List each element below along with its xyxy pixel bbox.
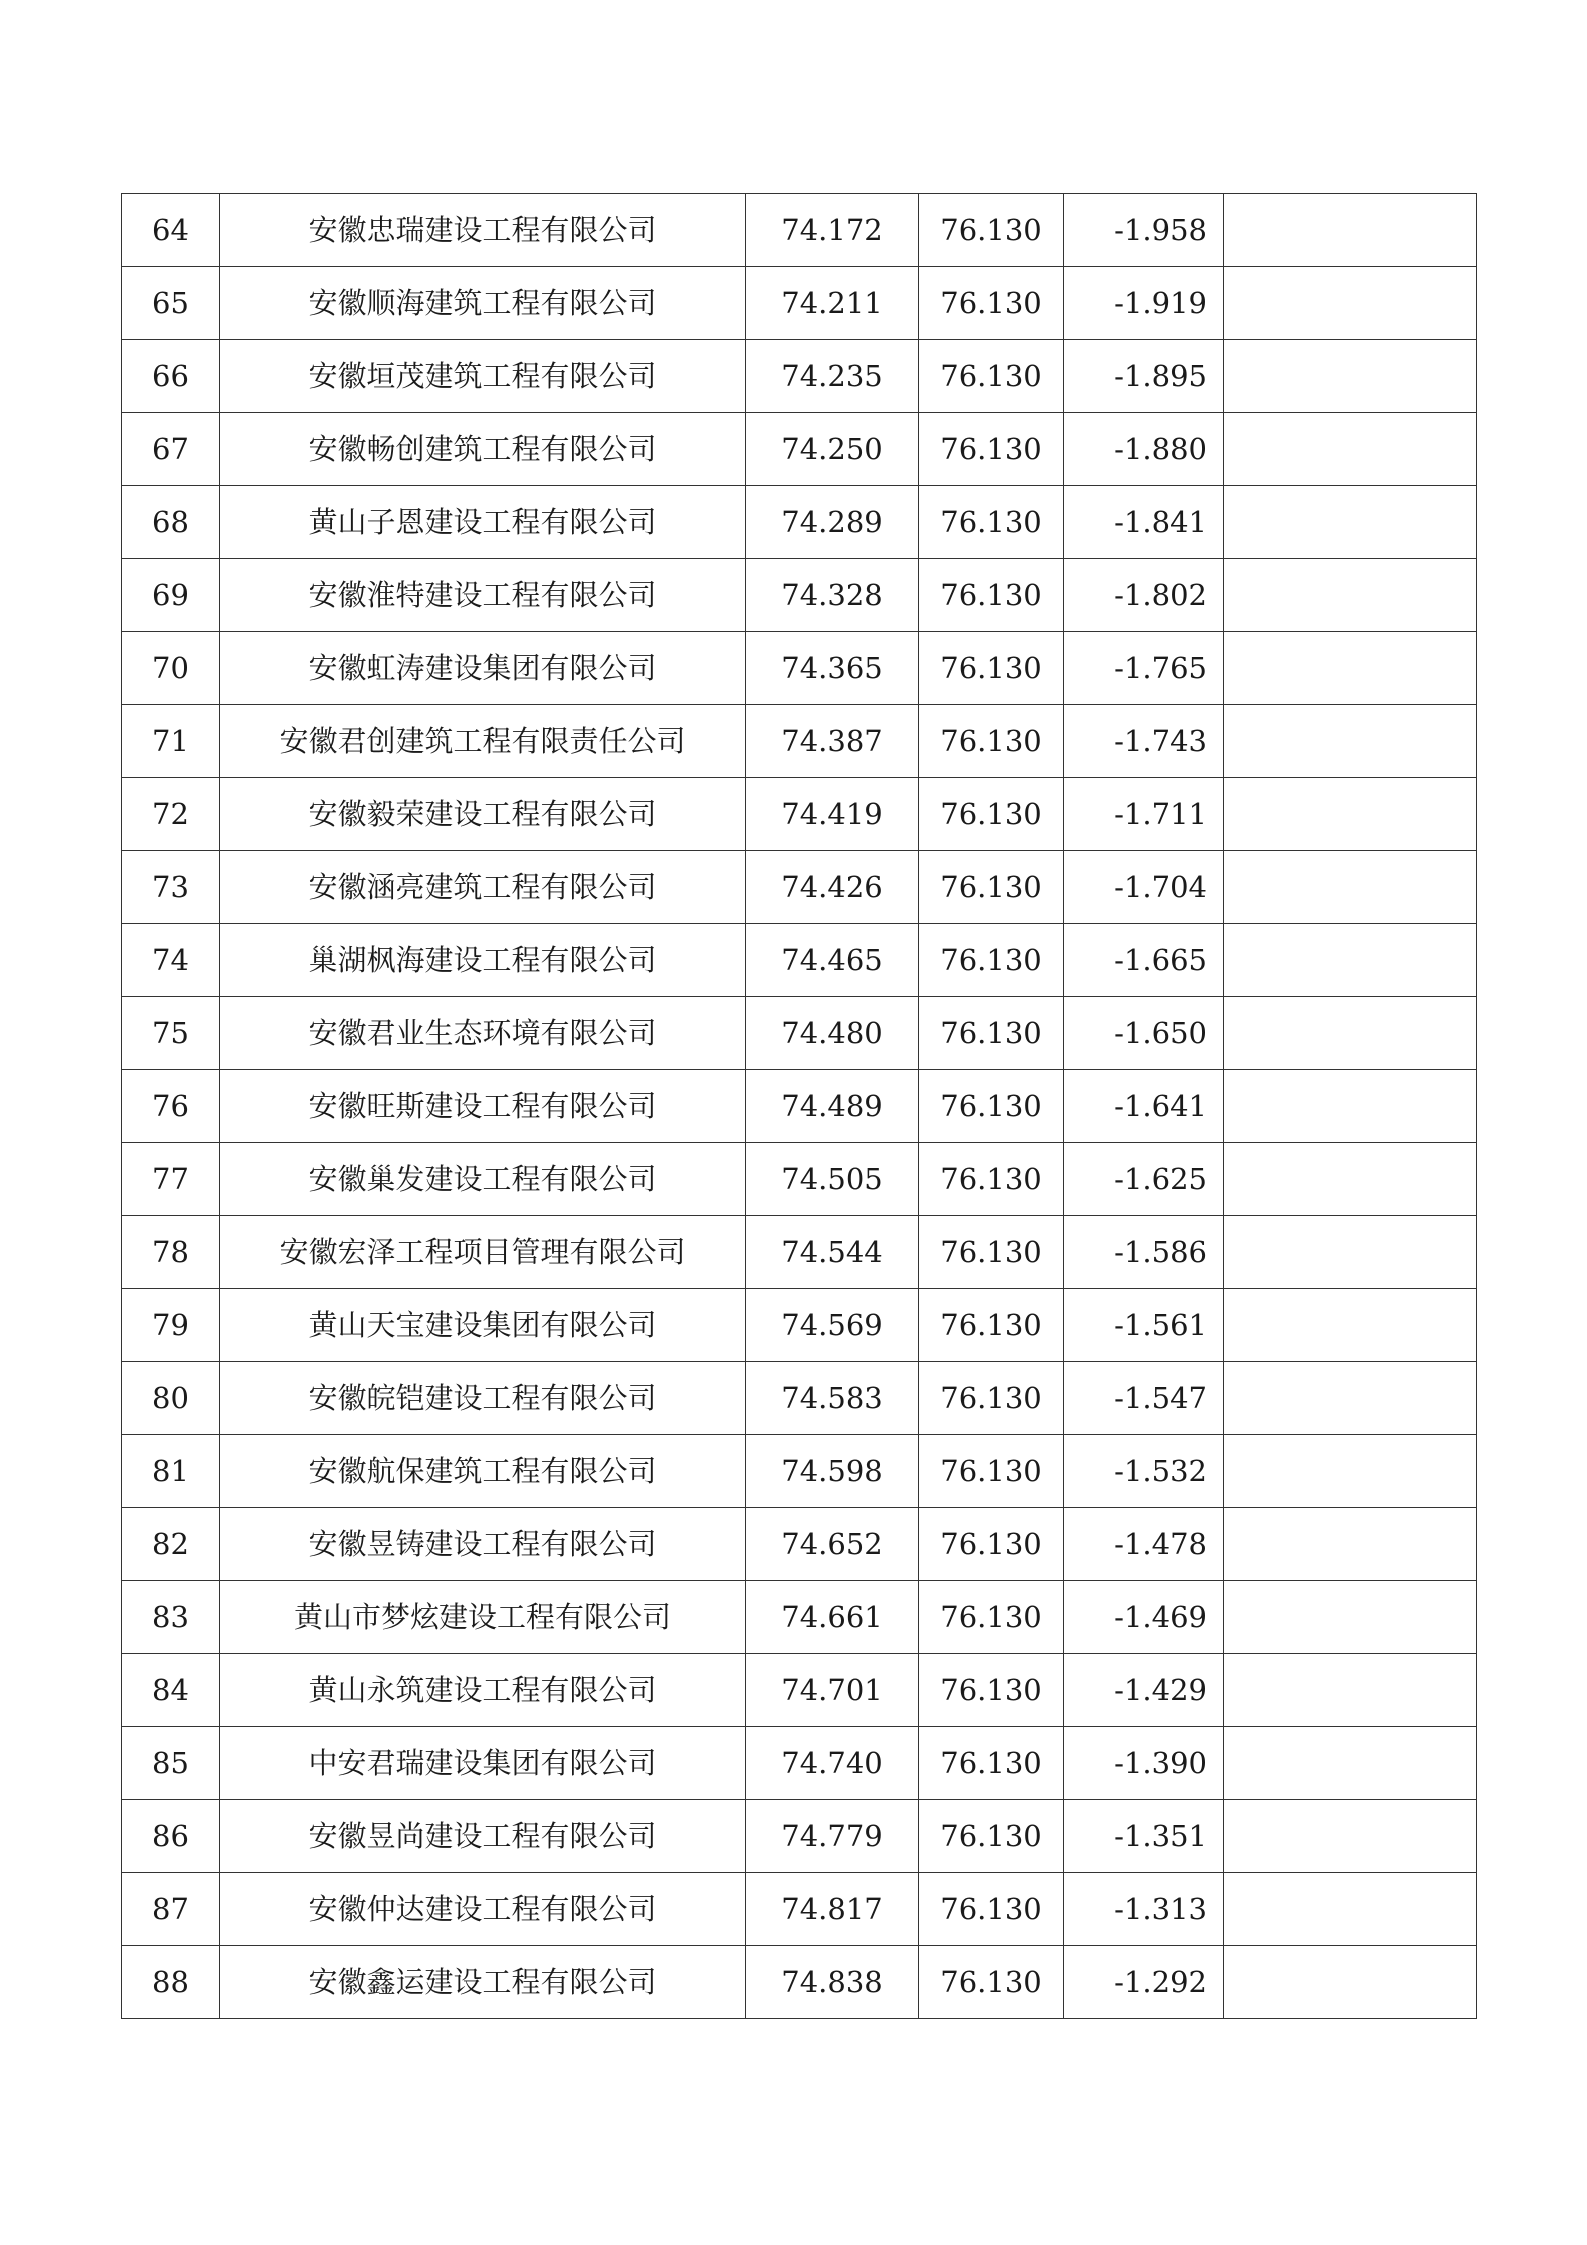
rank-cell: 78 [122,1216,220,1289]
table-row [122,1654,1477,1727]
table-row [122,1362,1477,1435]
table-row [122,705,1477,778]
benchmark-cell: 76.130 [919,559,1064,632]
score-cell: 74.419 [746,778,919,851]
company-name-cell: 安徽君业生态环境有限公司 [220,997,746,1070]
company-name-cell: 安徽君创建筑工程有限责任公司 [220,705,746,778]
benchmark-cell: 76.130 [919,1873,1064,1946]
note-cell [1224,1946,1477,2019]
note-cell [1224,1581,1477,1654]
note-cell [1224,559,1477,632]
company-name-cell: 安徽皖铠建设工程有限公司 [220,1362,746,1435]
benchmark-cell: 76.130 [919,1289,1064,1362]
score-cell: 74.583 [746,1362,919,1435]
difference-cell: -1.704 [1064,851,1224,924]
score-cell: 74.387 [746,705,919,778]
benchmark-cell: 76.130 [919,851,1064,924]
benchmark-cell: 76.130 [919,632,1064,705]
results-table-body [122,194,1477,2019]
company-name-cell: 黄山子恩建设工程有限公司 [220,486,746,559]
score-cell: 74.598 [746,1435,919,1508]
note-cell [1224,1727,1477,1800]
score-cell: 74.289 [746,486,919,559]
benchmark-cell: 76.130 [919,778,1064,851]
score-cell: 74.328 [746,559,919,632]
company-name-cell: 安徽涵亮建筑工程有限公司 [220,851,746,924]
table-row [122,1289,1477,1362]
company-name-cell: 安徽昱铸建设工程有限公司 [220,1508,746,1581]
benchmark-cell: 76.130 [919,194,1064,267]
score-cell: 74.569 [746,1289,919,1362]
rank-cell: 79 [122,1289,220,1362]
difference-cell: -1.390 [1064,1727,1224,1800]
benchmark-cell: 76.130 [919,1946,1064,2019]
rank-cell: 81 [122,1435,220,1508]
benchmark-cell: 76.130 [919,413,1064,486]
table-row [122,267,1477,340]
company-name-cell: 安徽垣茂建筑工程有限公司 [220,340,746,413]
benchmark-cell: 76.130 [919,1362,1064,1435]
difference-cell: -1.478 [1064,1508,1224,1581]
difference-cell: -1.586 [1064,1216,1224,1289]
difference-cell: -1.641 [1064,1070,1224,1143]
company-name-cell: 安徽畅创建筑工程有限公司 [220,413,746,486]
table-row [122,413,1477,486]
note-cell [1224,194,1477,267]
table-row [122,1873,1477,1946]
score-cell: 74.465 [746,924,919,997]
company-name-cell: 巢湖枫海建设工程有限公司 [220,924,746,997]
difference-cell: -1.665 [1064,924,1224,997]
company-name-cell: 安徽宏泽工程项目管理有限公司 [220,1216,746,1289]
note-cell [1224,778,1477,851]
rank-cell: 73 [122,851,220,924]
score-cell: 74.480 [746,997,919,1070]
difference-cell: -1.765 [1064,632,1224,705]
note-cell [1224,1800,1477,1873]
rank-cell: 76 [122,1070,220,1143]
rank-cell: 80 [122,1362,220,1435]
table-row [122,1581,1477,1654]
note-cell [1224,851,1477,924]
company-name-cell: 安徽鑫运建设工程有限公司 [220,1946,746,2019]
difference-cell: -1.547 [1064,1362,1224,1435]
score-cell: 74.779 [746,1800,919,1873]
note-cell [1224,1435,1477,1508]
table-row [122,1435,1477,1508]
company-name-cell: 安徽淮特建设工程有限公司 [220,559,746,632]
benchmark-cell: 76.130 [919,1143,1064,1216]
benchmark-cell: 76.130 [919,1216,1064,1289]
table-row [122,1508,1477,1581]
score-cell: 74.544 [746,1216,919,1289]
difference-cell: -1.351 [1064,1800,1224,1873]
table-row [122,1070,1477,1143]
difference-cell: -1.292 [1064,1946,1224,2019]
difference-cell: -1.743 [1064,705,1224,778]
table-row [122,997,1477,1070]
table-row [122,778,1477,851]
table-row [122,924,1477,997]
note-cell [1224,1873,1477,1946]
company-name-cell: 安徽巢发建设工程有限公司 [220,1143,746,1216]
note-cell [1224,340,1477,413]
score-cell: 74.701 [746,1654,919,1727]
score-cell: 74.817 [746,1873,919,1946]
score-cell: 74.740 [746,1727,919,1800]
difference-cell: -1.561 [1064,1289,1224,1362]
note-cell [1224,632,1477,705]
company-name-cell: 安徽旺斯建设工程有限公司 [220,1070,746,1143]
benchmark-cell: 76.130 [919,1070,1064,1143]
note-cell [1224,1362,1477,1435]
difference-cell: -1.429 [1064,1654,1224,1727]
benchmark-cell: 76.130 [919,1654,1064,1727]
note-cell [1224,997,1477,1070]
benchmark-cell: 76.130 [919,1800,1064,1873]
benchmark-cell: 76.130 [919,924,1064,997]
table-row [122,1727,1477,1800]
score-cell: 74.235 [746,340,919,413]
company-name-cell: 安徽忠瑞建设工程有限公司 [220,194,746,267]
rank-cell: 83 [122,1581,220,1654]
score-cell: 74.365 [746,632,919,705]
note-cell [1224,267,1477,340]
difference-cell: -1.650 [1064,997,1224,1070]
benchmark-cell: 76.130 [919,1727,1064,1800]
rank-cell: 88 [122,1946,220,2019]
table-row [122,194,1477,267]
difference-cell: -1.469 [1064,1581,1224,1654]
note-cell [1224,486,1477,559]
difference-cell: -1.711 [1064,778,1224,851]
rank-cell: 75 [122,997,220,1070]
score-cell: 74.172 [746,194,919,267]
table-row [122,486,1477,559]
difference-cell: -1.841 [1064,486,1224,559]
difference-cell: -1.625 [1064,1143,1224,1216]
company-name-cell: 黄山天宝建设集团有限公司 [220,1289,746,1362]
benchmark-cell: 76.130 [919,340,1064,413]
benchmark-cell: 76.130 [919,997,1064,1070]
benchmark-cell: 76.130 [919,267,1064,340]
table-row [122,632,1477,705]
difference-cell: -1.895 [1064,340,1224,413]
company-name-cell: 黄山市梦炫建设工程有限公司 [220,1581,746,1654]
note-cell [1224,1654,1477,1727]
note-cell [1224,705,1477,778]
rank-cell: 69 [122,559,220,632]
rank-cell: 64 [122,194,220,267]
score-cell: 74.489 [746,1070,919,1143]
note-cell [1224,1070,1477,1143]
benchmark-cell: 76.130 [919,1581,1064,1654]
company-name-cell: 安徽虹涛建设集团有限公司 [220,632,746,705]
table-row [122,559,1477,632]
rank-cell: 68 [122,486,220,559]
rank-cell: 87 [122,1873,220,1946]
benchmark-cell: 76.130 [919,1435,1064,1508]
score-cell: 74.426 [746,851,919,924]
company-name-cell: 安徽毅荣建设工程有限公司 [220,778,746,851]
rank-cell: 70 [122,632,220,705]
company-name-cell: 安徽顺海建筑工程有限公司 [220,267,746,340]
note-cell [1224,1216,1477,1289]
benchmark-cell: 76.130 [919,705,1064,778]
difference-cell: -1.958 [1064,194,1224,267]
difference-cell: -1.532 [1064,1435,1224,1508]
rank-cell: 65 [122,267,220,340]
rank-cell: 74 [122,924,220,997]
table-row [122,1800,1477,1873]
benchmark-cell: 76.130 [919,486,1064,559]
note-cell [1224,924,1477,997]
score-cell: 74.838 [746,1946,919,2019]
rank-cell: 71 [122,705,220,778]
score-cell: 74.505 [746,1143,919,1216]
rank-cell: 86 [122,1800,220,1873]
results-table [121,193,1477,2019]
score-cell: 74.211 [746,267,919,340]
rank-cell: 66 [122,340,220,413]
company-name-cell: 安徽仲达建设工程有限公司 [220,1873,746,1946]
rank-cell: 82 [122,1508,220,1581]
difference-cell: -1.802 [1064,559,1224,632]
difference-cell: -1.880 [1064,413,1224,486]
table-row [122,851,1477,924]
rank-cell: 85 [122,1727,220,1800]
rank-cell: 84 [122,1654,220,1727]
note-cell [1224,413,1477,486]
benchmark-cell: 76.130 [919,1508,1064,1581]
note-cell [1224,1143,1477,1216]
company-name-cell: 安徽航保建筑工程有限公司 [220,1435,746,1508]
difference-cell: -1.313 [1064,1873,1224,1946]
note-cell [1224,1508,1477,1581]
score-cell: 74.652 [746,1508,919,1581]
company-name-cell: 黄山永筑建设工程有限公司 [220,1654,746,1727]
score-cell: 74.250 [746,413,919,486]
table-row [122,1216,1477,1289]
difference-cell: -1.919 [1064,267,1224,340]
table-row [122,1946,1477,2019]
table-row [122,1143,1477,1216]
rank-cell: 67 [122,413,220,486]
rank-cell: 77 [122,1143,220,1216]
rank-cell: 72 [122,778,220,851]
company-name-cell: 安徽昱尚建设工程有限公司 [220,1800,746,1873]
table-row [122,340,1477,413]
company-name-cell: 中安君瑞建设集团有限公司 [220,1727,746,1800]
note-cell [1224,1289,1477,1362]
score-cell: 74.661 [746,1581,919,1654]
